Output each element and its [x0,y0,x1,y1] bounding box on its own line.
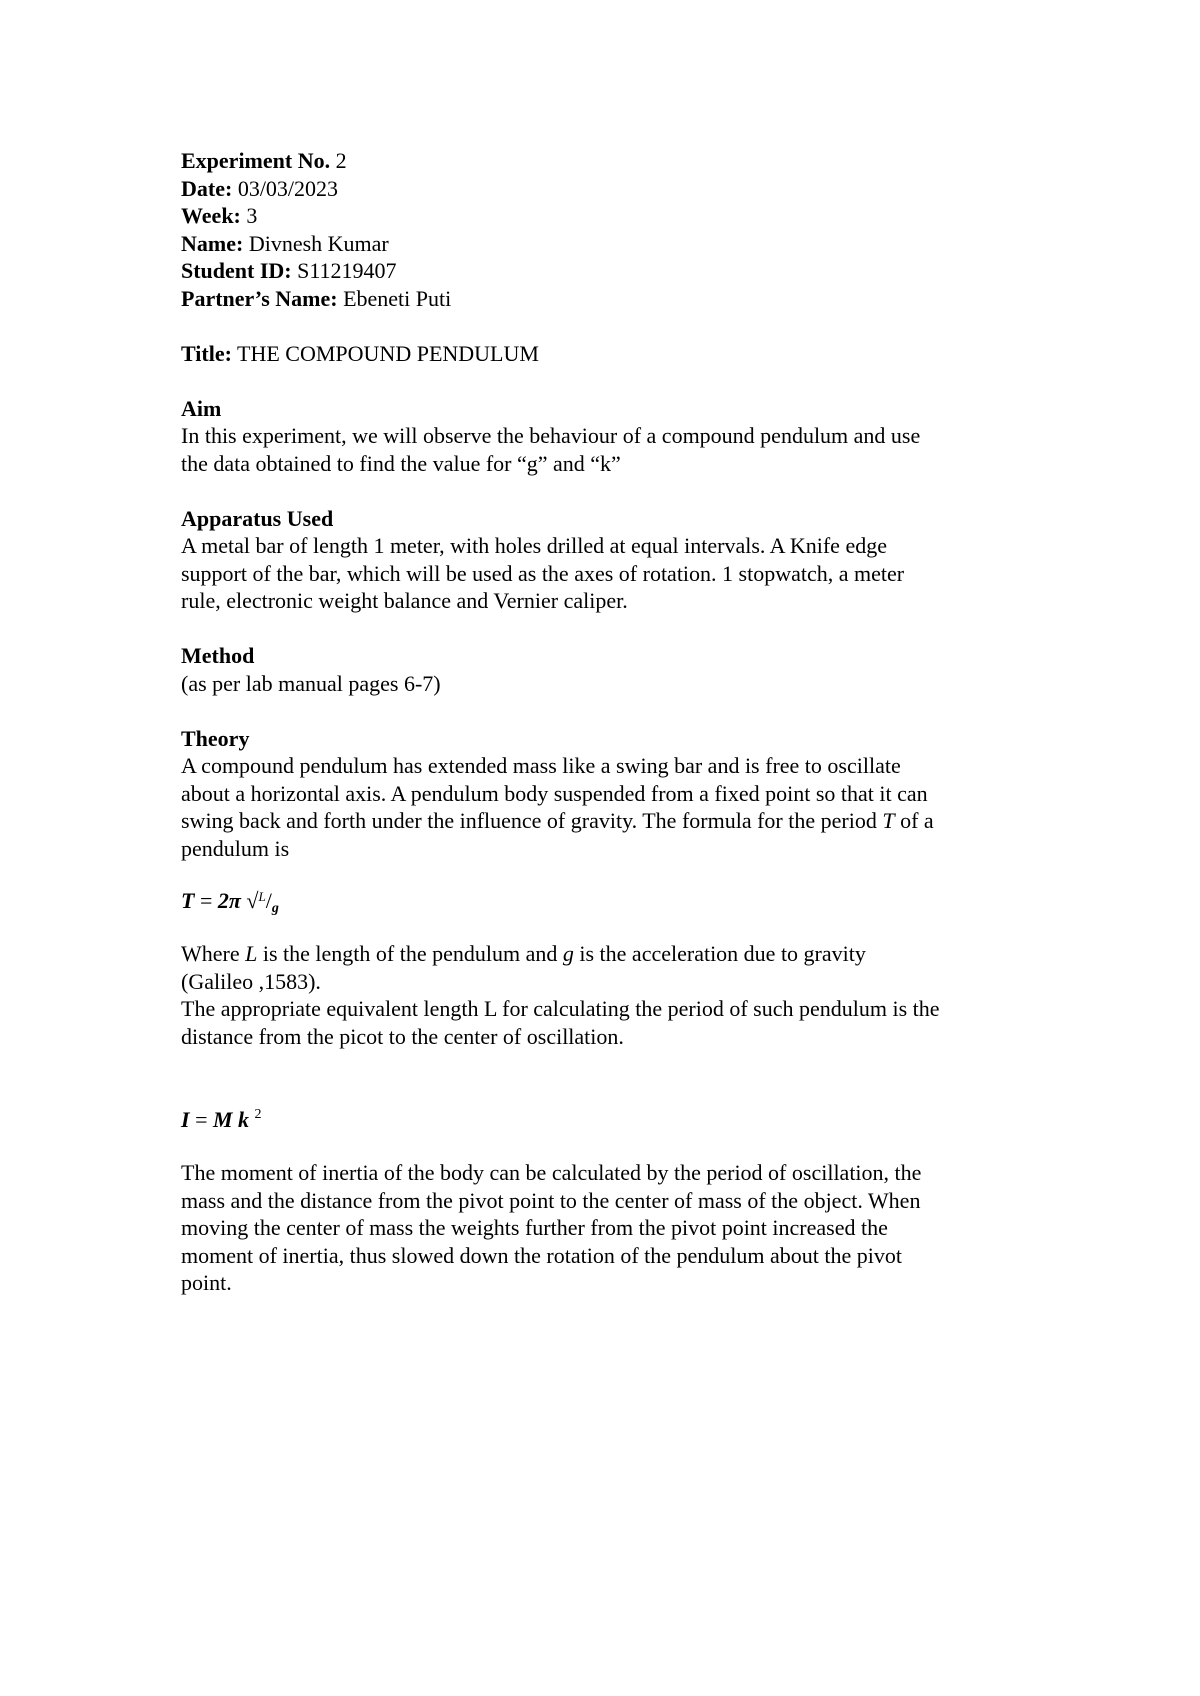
inertia-text-line-1: The moment of inertia of the body can be calculated by the period of oscillation, the [181,1160,922,1185]
theory-heading: Theory [181,725,250,751]
week-line: Week: 3 [181,203,258,228]
theory-text-line-4: pendulum is [181,835,290,861]
inertia-text-line-2: mass and the distance from the pivot point to the center of mass of the object. When [181,1187,921,1213]
period-formula: T = 2π $√^L/_g$ [181,888,279,916]
apparatus-text-line-1: A metal bar of length 1 meter, with holes drilled at equal intervals. A Knife edge [181,533,887,558]
name-line: Name: Divnesh Kumar [181,230,389,256]
theory-text-line-2: about a horizontal axis. A pendulum body suspended from a fixed point so that it can [181,780,928,806]
aim-heading: Aim [181,395,222,421]
where-line: Where L is the length of the pendulum and g is the acceleration due to gravity [181,941,866,966]
equivalent-length-line-1: The appropriate equivalent length L for calculating the period of such pendulum is the [181,996,940,1021]
inertia-text-line-3: moving the center of mass the weights further from the pivot point increased the [181,1215,888,1240]
theory-text-line-1: A compound pendulum has extended mass like a swing bar and is free to oscillate [181,753,901,778]
document-page [181,147,1041,1297]
method-text: (as per lab manual pages 6-7) [181,670,441,696]
square-root-symbol: √ [246,888,259,913]
inertia-text-line-4: moment of inertia, thus slowed down the rotation of the pendulum about the pivot [181,1242,902,1268]
partner-line: Partner’s Name: Ebeneti Puti [181,285,452,311]
apparatus-text-line-2: support of the bar, which will be used as the axes of rotation. 1 stopwatch, a meter [181,560,905,586]
title-line: Title: THE COMPOUND PENDULUM [181,340,539,366]
inertia-text-line-5: point. [181,1270,232,1295]
equivalent-length-line-2: distance from the picot to the center of oscillation. [181,1023,624,1049]
apparatus-text-line-3: rule, electronic weight balance and Vernier caliper. [181,588,628,613]
date-line: Date: 03/03/2023 [181,175,339,201]
aim-text-line-1: In this experiment, we will observe the behaviour of a compound pendulum and use [181,423,921,448]
inertia-formula: I = M k $^2$ [181,1107,262,1132]
experiment-number: Experiment No. 2 [181,148,347,173]
apparatus-heading: Apparatus Used [181,505,334,531]
theory-text-line-3: swing back and forth under the influence of gravity. The formula for the period T of a [181,808,934,833]
citation-line: (Galileo ,1583). [181,968,321,994]
aim-text-line-2: the data obtained to find the value for “g” and “k” [181,450,621,476]
student-id-line: Student ID: S11219407 [181,258,397,283]
method-heading: Method [181,643,255,668]
